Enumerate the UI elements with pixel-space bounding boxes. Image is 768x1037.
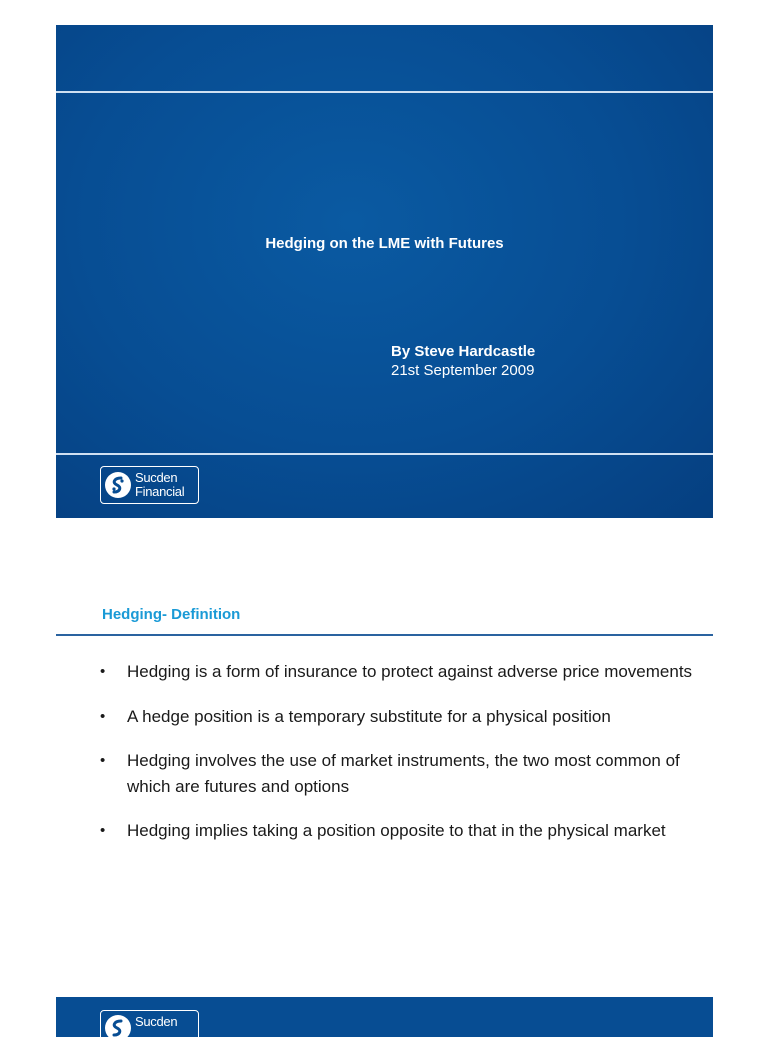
sucden-logo-icon bbox=[105, 1015, 131, 1037]
list-item: • Hedging involves the use of market instruments, the two most common of which are futures and options bbox=[100, 748, 700, 800]
footer-logo-wordmark bbox=[135, 1015, 177, 1029]
slide-title: Hedging on the LME with Futures bbox=[265, 235, 504, 252]
list-item: • Hedging implies taking a position opposite to that in the physical market bbox=[100, 818, 700, 844]
sucden-logo-icon bbox=[105, 472, 131, 498]
definition-list bbox=[100, 659, 700, 844]
logo-line-2: Financial bbox=[135, 484, 185, 499]
logo-wordmark bbox=[135, 471, 184, 499]
author-name: By Steve Hardcastle bbox=[391, 343, 536, 360]
list-item: • Hedging is a form of insurance to protect against adverse price movements bbox=[100, 659, 700, 685]
heading-divider bbox=[56, 634, 713, 636]
bottom-divider bbox=[56, 453, 713, 455]
list-item: • A hedge position is a temporary substitute for a physical position bbox=[100, 704, 700, 730]
presentation-date: 21st September 2009 bbox=[391, 362, 535, 379]
title-slide bbox=[56, 25, 713, 518]
footer-logo-line-1: Sucden bbox=[135, 1014, 178, 1029]
sucden-financial-logo bbox=[100, 466, 199, 504]
footer-slide-band bbox=[56, 997, 713, 1037]
logo-line-1: Sucden bbox=[135, 470, 178, 485]
section-heading: Hedging- Definition bbox=[102, 606, 241, 623]
top-divider bbox=[56, 91, 713, 93]
